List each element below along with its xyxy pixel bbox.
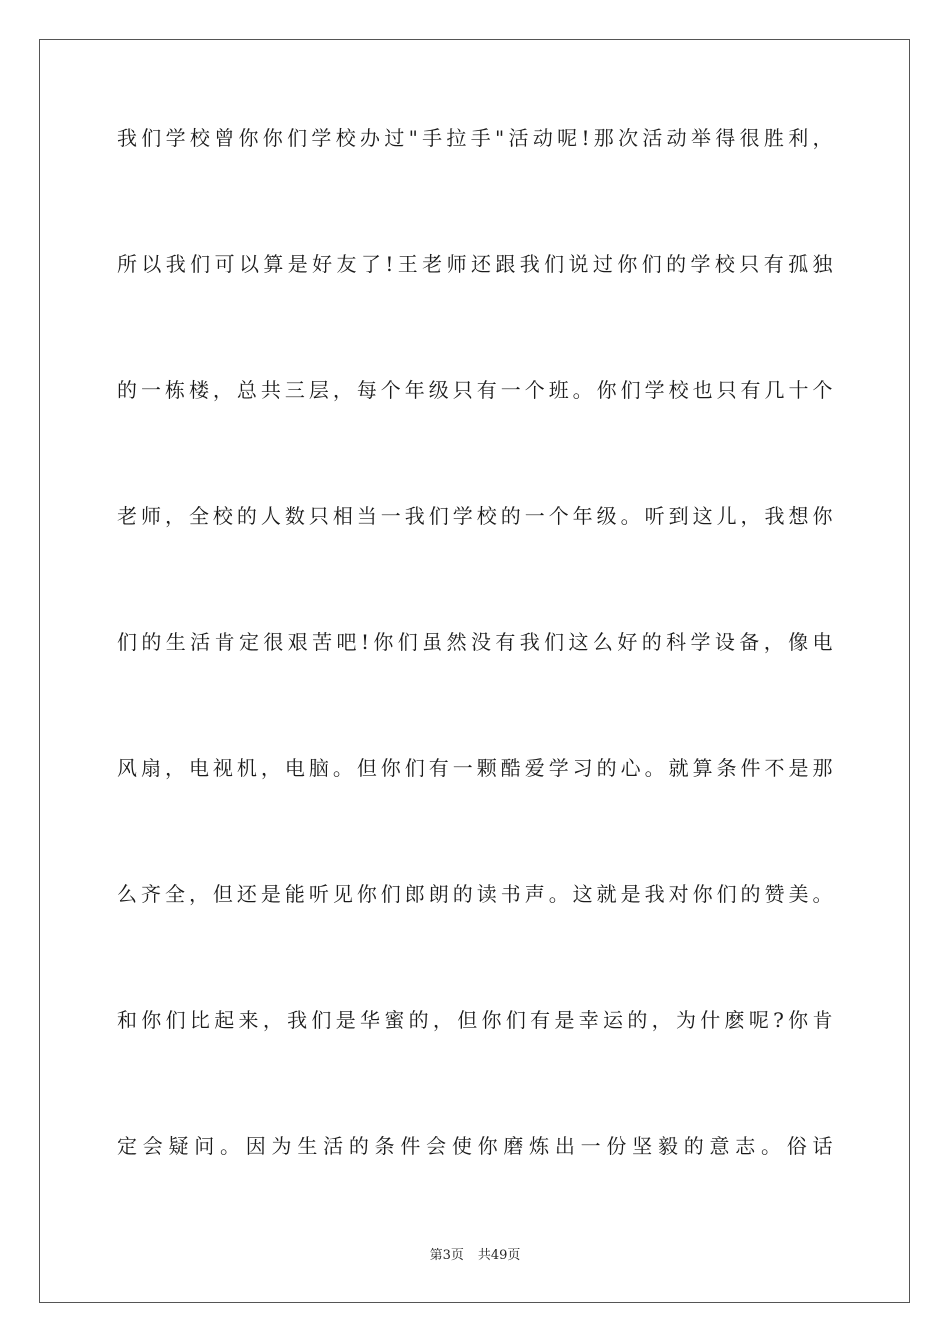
- text-line-7: 么齐全，但还是能听见你们郎朗的读书声。这就是我对你们的赞美。: [117, 882, 833, 906]
- text-line-2: 所以我们可以算是好友了!王老师还跟我们说过你们的学校只有孤独: [117, 252, 833, 276]
- current-page-label: 第3页: [429, 1248, 464, 1263]
- text-line-4: 老师，全校的人数只相当一我们学校的一个年级。听到这儿，我想你: [117, 504, 833, 528]
- text-line-9: 定会疑问。因为生活的条件会使你磨炼出一份坚毅的意志。俗话: [117, 1134, 833, 1158]
- text-line-8: 和你们比起来，我们是华蜜的，但你们有是幸运的，为什麽呢?你肯: [117, 1008, 833, 1032]
- document-body: [117, 125, 833, 1159]
- page-footer: [0, 1247, 950, 1265]
- total-pages-label: 共49页: [477, 1248, 521, 1263]
- text-line-3: 的一栋楼，总共三层，每个年级只有一个班。你们学校也只有几十个: [117, 378, 833, 402]
- text-line-1: 我们学校曾你你们学校办过"手拉手"活动呢!那次活动举得很胜利，: [117, 126, 833, 150]
- text-line-6: 风扇，电视机，电脑。但你们有一颗酷爱学习的心。就算条件不是那: [117, 756, 833, 780]
- text-line-5: 们的生活肯定很艰苦吧!你们虽然没有我们这么好的科学设备，像电: [117, 630, 833, 654]
